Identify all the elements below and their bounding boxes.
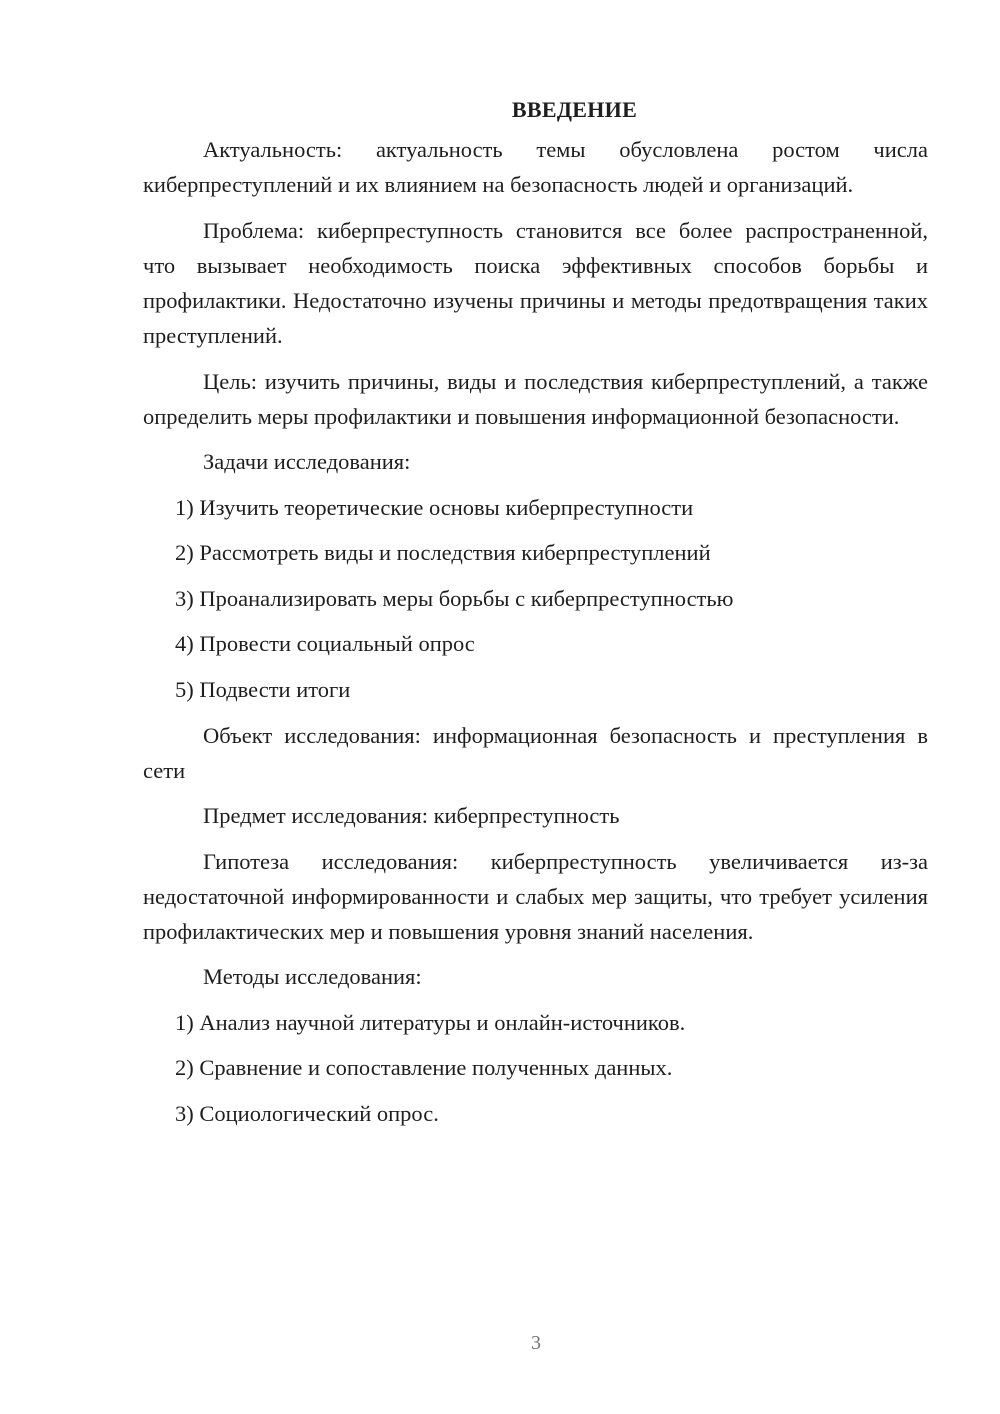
tasks-heading: Задачи исследования: <box>203 449 411 475</box>
task-item-4: 4) Провести социальный опрос <box>175 631 475 657</box>
methods-heading: Методы исследования: <box>203 964 422 990</box>
goal-paragraph: Цель: изучить причины, виды и последствия киберпреступлений, а также определить меры профилактики и повышения информационной безопасности. <box>143 368 928 430</box>
methods-list <box>143 1005 928 1131</box>
tasks-list <box>143 490 928 708</box>
task-item-5: 5) Подвести итоги <box>175 677 351 703</box>
task-item-3: 3) Проанализировать меры борьбы с киберпреступностью <box>175 585 734 611</box>
task-item-2: 2) Рассмотреть виды и последствия киберпреступлений <box>175 540 711 566</box>
hypothesis-paragraph: Гипотеза исследования: киберпреступность увеличивается из-за недостаточной информированности и слабых мер защиты, что требует усиления профилактических мер и повышения уровня знаний населения. <box>143 848 928 945</box>
object-paragraph: Объект исследования: информационная безопасность и преступления в сети <box>143 722 928 783</box>
section-title: ВВЕДЕНИЕ <box>511 97 638 122</box>
subject-paragraph: Предмет исследования: киберпреступность <box>203 803 620 829</box>
problem-paragraph: Проблема: киберпреступность становится все более распространенной, что вызывает необходимость поиска эффективных способов борьбы и профилактики. Недостаточно изучены причины и методы предотвращения таких преступлений. <box>143 217 928 349</box>
method-item-2: 2) Сравнение и сопоставление полученных данных. <box>175 1055 673 1081</box>
task-item-1: 1) Изучить теоретические основы киберпреступности <box>175 494 694 520</box>
document-page <box>143 92 928 1142</box>
relevance-paragraph: Актуальность: актуальность темы обусловлена ростом числа киберпреступлений и их влиянием на безопасность людей и организаций. <box>143 137 928 198</box>
method-item-3: 3) Социологический опрос. <box>175 1100 439 1126</box>
method-item-1: 1) Анализ научной литературы и онлайн-источников. <box>175 1009 686 1035</box>
page-number: 3 <box>531 1332 541 1354</box>
